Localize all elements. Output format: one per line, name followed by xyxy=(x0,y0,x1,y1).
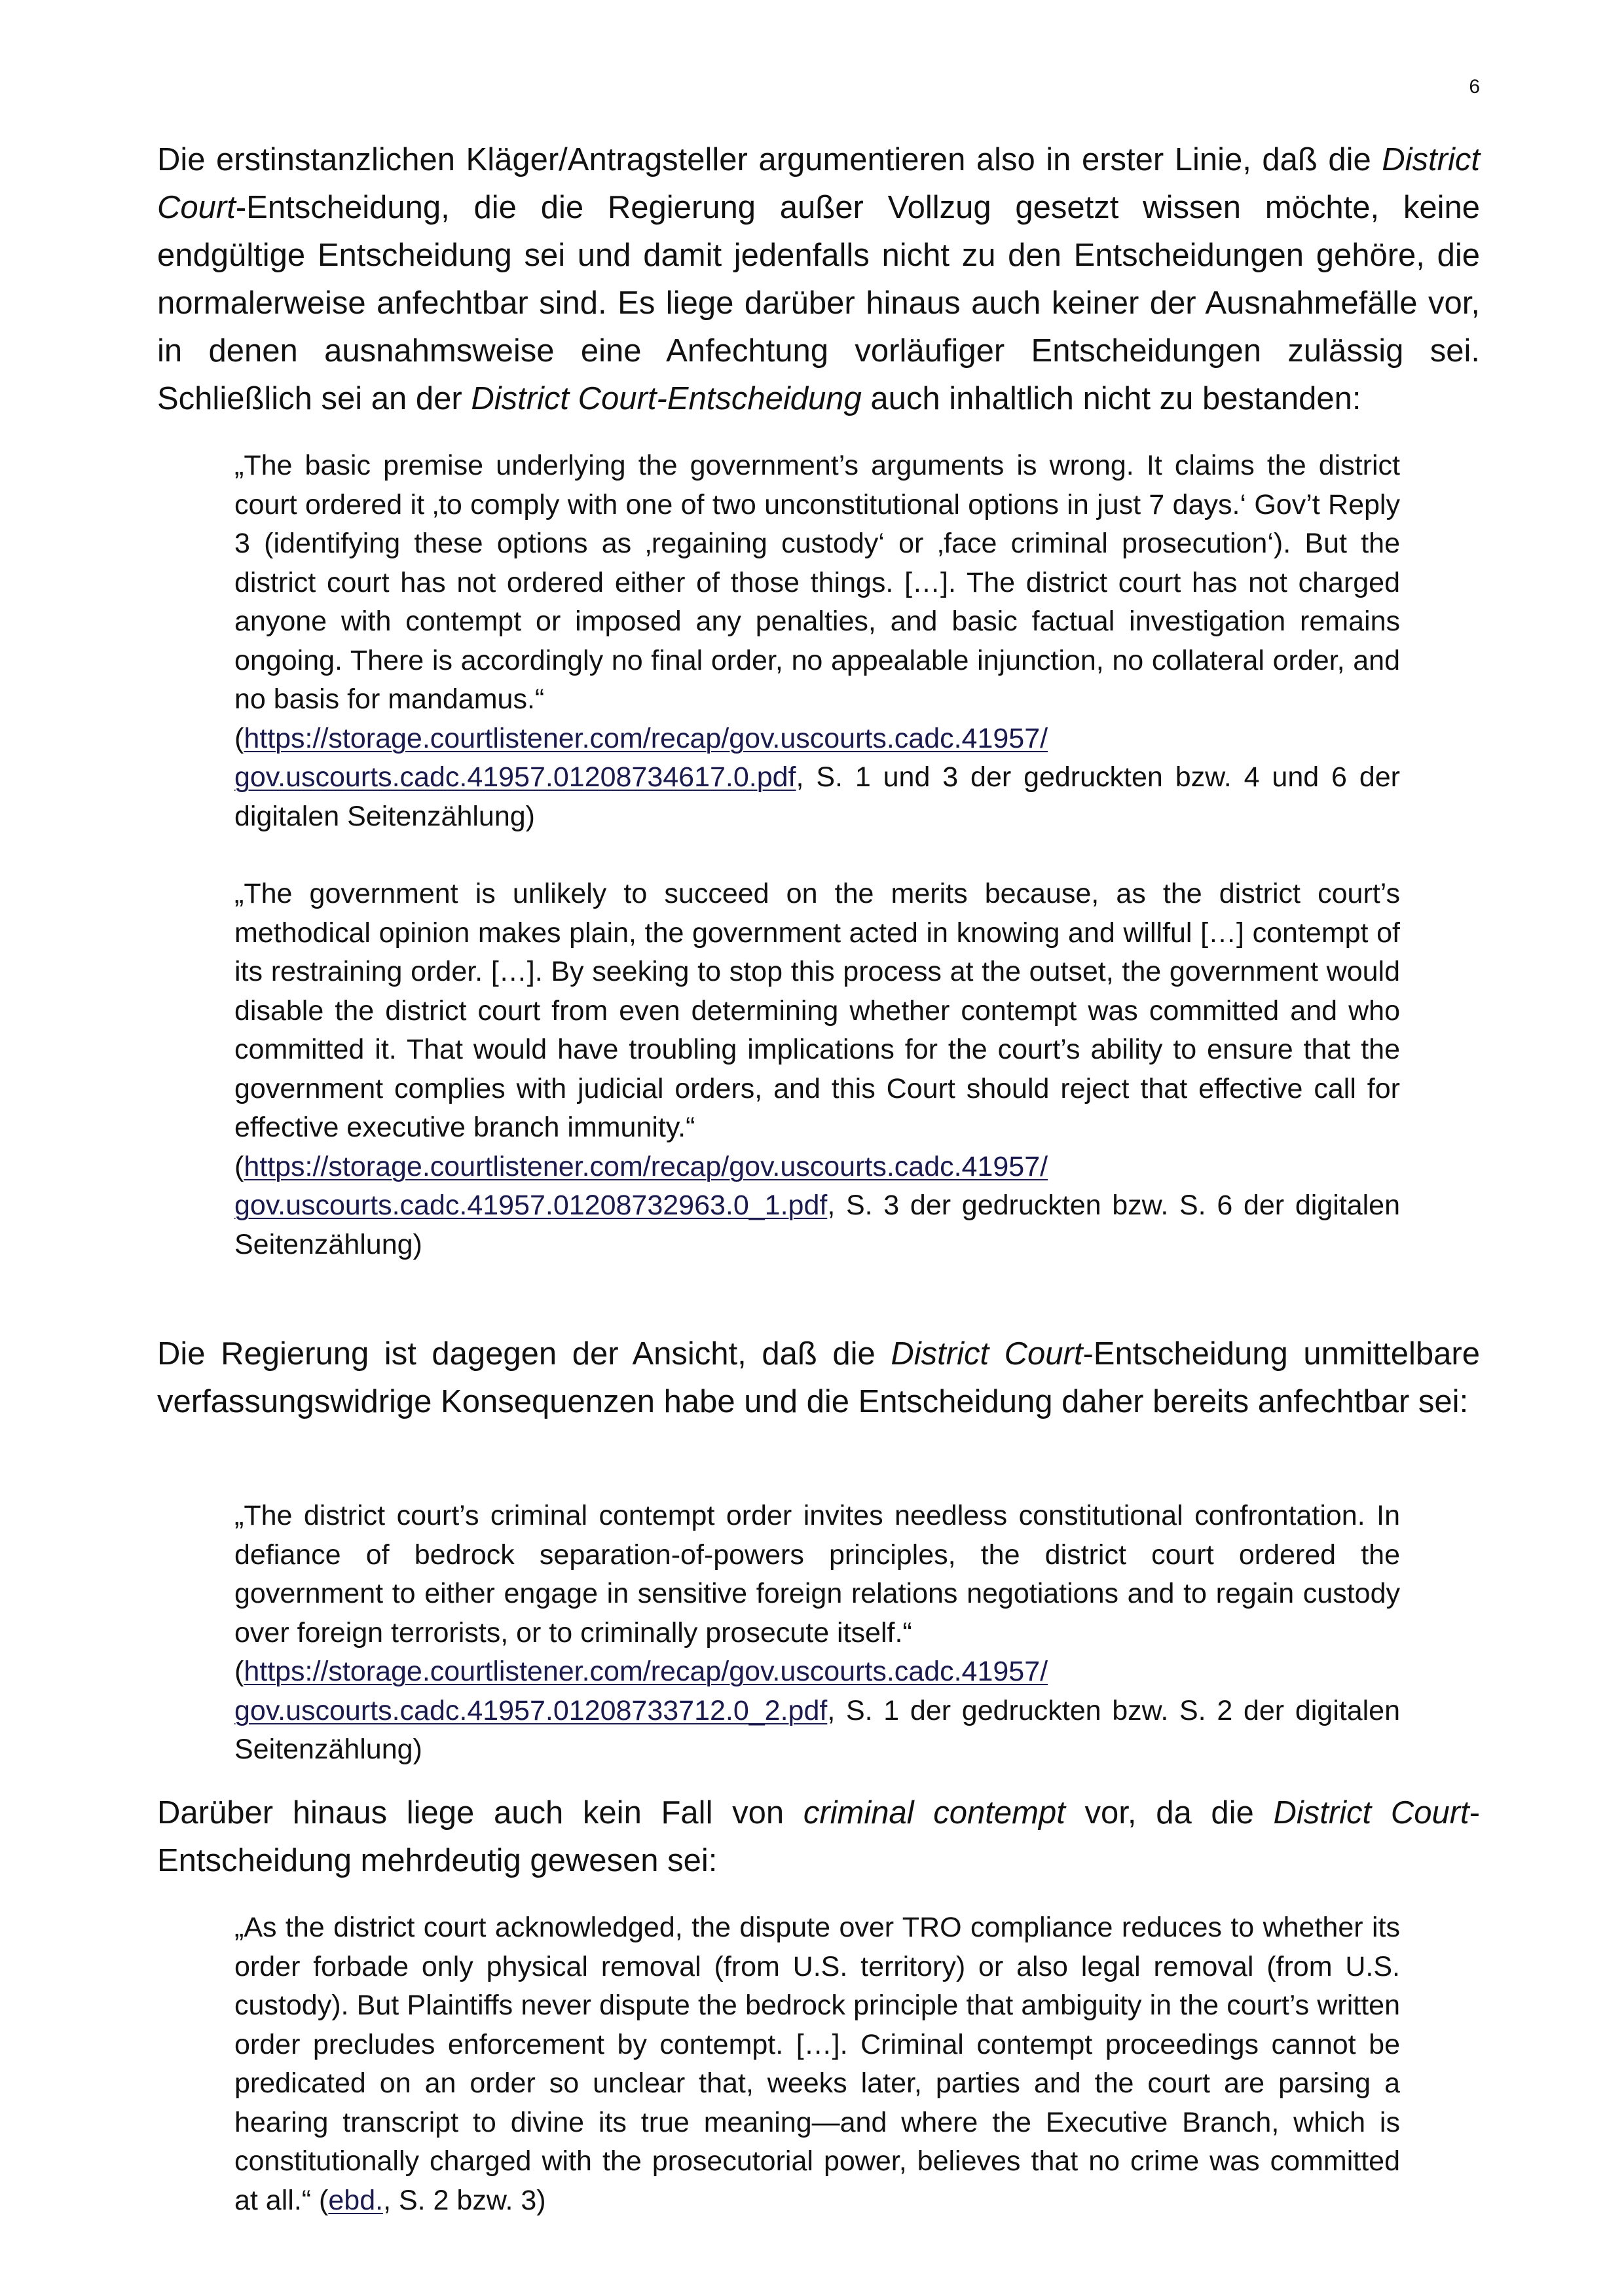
p1-emphasis-2: District Court-Entscheidung xyxy=(471,381,862,416)
citation-link-1-part-2: gov.uscourts.cadc.41957.01208734617.0.pdf xyxy=(234,761,796,793)
quote-2-text: „The government is unlikely to succeed on the merits because, as the district court’s methodical opinion makes plain, the government acted in knowing and willful […] contempt of its restraining order. […]. By seeking to stop this process at the outset, the government would disable the district court from even determining whether contempt was committed and who committed it. That would have troubling implications for the court’s ability to ensure that the government complies with judicial orders, and this Court should reject that effective call for effective executive branch immunity.“ xyxy=(234,878,1400,1143)
p3-emphasis-2: District Court xyxy=(1273,1795,1469,1831)
p1-text-3: auch inhaltlich nicht zu bestanden: xyxy=(861,381,1361,416)
p3-emphasis-1: criminal contempt xyxy=(803,1795,1065,1831)
p3-text-2: vor, da die xyxy=(1065,1795,1274,1831)
quote-1-citation xyxy=(234,720,1400,837)
citation-link-ebd[interactable]: ebd. xyxy=(328,2184,384,2216)
p1-text-1: Die erstinstanzlichen Kläger/Antragsteller argumentieren also in erster Linie, daß die xyxy=(157,142,1382,177)
citation-link-2-part-2: gov.uscourts.cadc.41957.01208732963.0_1.pdf xyxy=(234,1190,828,1221)
p3-text-3: -Entscheidung mehrdeutig gewesen sei: xyxy=(157,1795,1481,1878)
citation-link-3-part-2: gov.uscourts.cadc.41957.01208733712.0_2.pdf xyxy=(234,1694,828,1726)
block-quote-2 xyxy=(234,875,1400,1264)
block-quote-1 xyxy=(234,446,1400,836)
citation-1-suffix: , S. 1 und 3 der gedruckten bzw. 4 und 6 der digitalen Seitenzählung) xyxy=(234,761,1400,832)
p2-text-1: Die Regierung ist dagegen der Ansicht, daß die xyxy=(157,1336,891,1372)
block-quote-3 xyxy=(234,1497,1400,1770)
quote-2-citation xyxy=(234,1148,1400,1265)
citation-4-suffix: , S. 2 bzw. 3) xyxy=(383,2184,546,2216)
quote-1-text: „The basic premise underlying the government’s arguments is wrong. It claims the district court ordered it ‚to comply with one of two unconstitutional options in just 7 days.‘ Gov’t Reply 3 (identifying these options as ‚regaining custody‘ or ‚face criminal prosecution‘). But the district court has not ordered either of those things. […]. The district court has not charged anyone with contempt or imposed any penalties, and basic factual investigation remains ongoing. There is accordingly no final order, no appealable injunction, no collateral order, and no basis for mandamus.“ xyxy=(234,450,1400,715)
citation-link-3-part-1: https://storage.courtlistener.com/recap/gov.uscourts.cadc.41957/ xyxy=(244,1656,1048,1687)
citation-open-paren: ( xyxy=(234,722,244,754)
p3-text-1: Darüber hinaus liege auch kein Fall von xyxy=(157,1795,803,1831)
citation-3-suffix: , S. 1 der gedruckten bzw. S. 2 der digitalen Seitenzählung) xyxy=(234,1694,1400,1765)
page-number: 6 xyxy=(1469,76,1480,98)
p1-emphasis-1: District Court xyxy=(157,142,1480,225)
body-paragraph-3 xyxy=(157,1789,1480,1885)
citation-open-paren: ( xyxy=(234,1150,244,1182)
body-paragraph-1 xyxy=(157,136,1480,423)
p1-text-2: -Entscheidung, die die Regierung außer Vollzug gesetzt wissen möchte, keine endgültige Entscheidung sei und damit jedenfalls nicht zu den Entscheidungen gehöre, die normalerweise anfechtbar sind. Es liege darüber hinaus auch keiner der Ausnahmefälle vor, in denen ausnahmsweise eine Anfechtung vorläufiger Entscheidungen zulässig sei. Schließlich sei an der xyxy=(157,190,1480,416)
p2-emphasis-1: District Court xyxy=(891,1336,1083,1372)
body-paragraph-2 xyxy=(157,1330,1480,1426)
block-quote-4 xyxy=(234,1908,1400,2220)
citation-open-paren: ( xyxy=(234,1656,244,1687)
citation-2-suffix: , S. 3 der gedruckten bzw. S. 6 der digitalen Seitenzählung) xyxy=(234,1190,1400,1260)
quote-3-citation xyxy=(234,1652,1400,1770)
quote-3-text: „The district court’s criminal contempt order invites needless constitutional confrontation. In defiance of bedrock separation-of-powers principles, the district court ordered the government to either engage in sensitive foreign relations negotiations and to regain custody over foreign terrorists, or to criminally prosecute itself.“ xyxy=(234,1500,1400,1649)
citation-link-2-part-1: https://storage.courtlistener.com/recap/gov.uscourts.cadc.41957/ xyxy=(244,1150,1048,1182)
citation-link-1-part-1: https://storage.courtlistener.com/recap/gov.uscourts.cadc.41957/ xyxy=(244,722,1048,754)
p2-text-2: -Entscheidung unmittelbare verfassungswidrige Konsequenzen habe und die Entscheidung daher bereits anfechtbar sei: xyxy=(157,1336,1480,1419)
quote-4-text: „As the district court acknowledged, the dispute over TRO compliance reduces to whether its order forbade only physical removal (from U.S. territory) or also legal removal (from U.S. custody). But Plaintiffs never dispute the bedrock principle that ambiguity in the court’s written order precludes enforcement by contempt. […]. Criminal contempt proceedings cannot be predicated on an order so unclear that, weeks later, parties and the court are parsing a hearing transcript to divine its true meaning—and where the Executive Branch, which is constitutionally charged with the prosecutorial power, believes that no crime was committed at all.“ ( xyxy=(234,1912,1400,2216)
